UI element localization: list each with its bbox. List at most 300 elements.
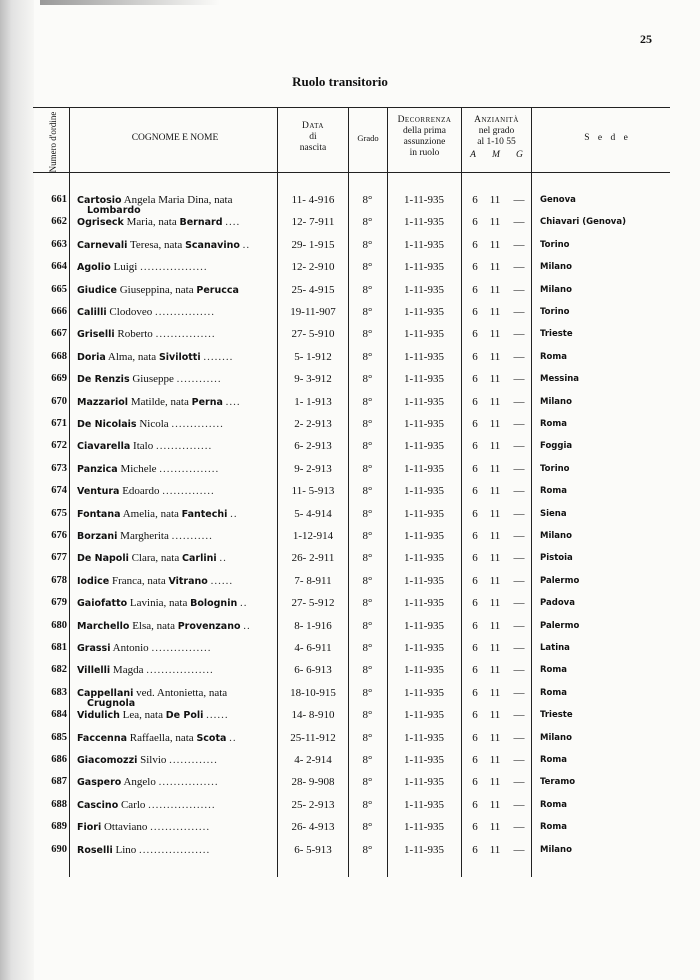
row-name: [77, 709, 272, 721]
grade: 8°: [362, 373, 373, 386]
seniority-years: 6: [472, 373, 478, 386]
header-anzianita: Anzianità nel grado al 1-10 55 A M G: [462, 115, 531, 161]
seniority-years: 6: [472, 216, 478, 229]
seniority-years: 6: [472, 283, 478, 296]
table-row: [0, 548, 700, 570]
given-name: Margherita: [120, 530, 169, 542]
seniority-years: 6: [472, 821, 478, 834]
given-name: Alma, nata: [107, 350, 157, 363]
given-name: Elsa, nata: [132, 619, 175, 632]
seniority-days: —: [513, 216, 525, 229]
surname: Fiori: [77, 822, 102, 834]
seniority-months: 11: [489, 283, 501, 296]
table-row: [0, 750, 700, 772]
table-row: [0, 302, 700, 324]
office-location: Roma: [540, 351, 567, 362]
seniority-days: —: [513, 776, 525, 789]
office-location: Messina: [540, 374, 580, 385]
office-location: Torino: [540, 463, 570, 474]
seniority-years: 6: [472, 530, 478, 542]
grade: 8°: [362, 238, 373, 251]
birth-date: 1- 1-913: [294, 395, 332, 408]
table-row: [0, 795, 700, 817]
decorrenza-date: 1-11-935: [404, 306, 444, 318]
seniority-months: 11: [489, 462, 501, 475]
leader-dots: ...............: [155, 440, 213, 453]
seniority-months: 11: [489, 574, 501, 587]
birth-date: 14- 8-910: [291, 709, 335, 722]
given-name: Ottaviano: [103, 821, 148, 834]
decorrenza-date: 1-11-935: [404, 440, 444, 453]
seniority-days: —: [513, 686, 525, 699]
seniority-days: —: [513, 462, 525, 475]
office-location: Torino: [540, 239, 570, 250]
office-location: Roma: [540, 665, 567, 676]
surname: Gaspero: [77, 777, 122, 789]
decorrenza-date: 1-11-935: [404, 485, 444, 498]
decorrenza-date: 1-11-935: [404, 754, 444, 766]
birth-date: 28- 9-908: [291, 776, 335, 789]
decorrenza-date: 1-11-935: [404, 283, 444, 296]
leader-dots: ...........: [171, 530, 213, 542]
row-number: 667: [51, 328, 67, 340]
office-location: Teramo: [540, 777, 576, 788]
surname: Ciavarella: [77, 441, 131, 453]
leader-dots: ......: [210, 574, 234, 587]
table-row: [0, 817, 700, 839]
table-row: [0, 324, 700, 346]
row-name: [77, 776, 272, 788]
row-number: 674: [51, 485, 67, 497]
decorrenza-date: 1-11-935: [404, 709, 444, 722]
leader-dots: ..: [242, 238, 251, 251]
seniority-days: —: [513, 194, 525, 206]
birth-date: 4- 6-911: [294, 642, 332, 654]
seniority-days: —: [513, 642, 525, 654]
seniority-years: 6: [472, 462, 478, 475]
decorrenza-date: 1-11-935: [404, 597, 444, 610]
seniority-days: —: [513, 821, 525, 834]
seniority-months: 11: [489, 843, 501, 856]
grade: 8°: [362, 261, 373, 274]
office-location: Roma: [540, 822, 567, 833]
row-number: 687: [51, 776, 67, 788]
maiden-name: De Poli: [165, 710, 204, 722]
decorrenza-date: 1-11-935: [404, 261, 444, 274]
birth-date: 26- 2-911: [291, 552, 335, 565]
seniority-years: 6: [472, 597, 478, 610]
grade: 8°: [362, 194, 373, 206]
seniority-days: —: [513, 709, 525, 722]
given-name: Michele: [120, 462, 157, 475]
decorrenza-date: 1-11-935: [404, 619, 444, 632]
leader-dots: ............: [176, 373, 222, 386]
surname: Calilli: [77, 307, 107, 318]
office-location: Milano: [540, 844, 572, 855]
seniority-years: 6: [472, 194, 478, 206]
header-anzianita-amg: A M G: [470, 150, 523, 160]
row-number: 677: [51, 552, 67, 564]
grade: 8°: [362, 843, 373, 856]
row-name: [77, 754, 272, 766]
leader-dots: ....: [225, 216, 241, 229]
office-location: Latina: [540, 643, 570, 653]
table-row: [0, 728, 700, 750]
row-name: [77, 664, 272, 676]
office-location: Roma: [540, 755, 567, 765]
seniority-days: —: [513, 530, 525, 542]
surname: Agolio: [77, 262, 111, 274]
row-name: [77, 284, 272, 296]
grade: 8°: [362, 552, 373, 565]
table-top-rule: [33, 107, 670, 108]
surname: Giacomozzi: [77, 755, 138, 766]
seniority-days: —: [513, 552, 525, 565]
row-number: 673: [51, 462, 67, 474]
birth-date: 7- 8-911: [294, 574, 332, 587]
table-row: [0, 280, 700, 302]
row-number: 661: [51, 194, 67, 205]
leader-dots: ................: [155, 328, 216, 341]
surname: Villelli: [77, 665, 111, 677]
birth-date: 4- 2-914: [294, 754, 332, 766]
seniority-days: —: [513, 619, 525, 632]
seniority-years: 6: [472, 776, 478, 789]
office-location: Pistoia: [540, 553, 573, 564]
surname: Borzani: [77, 531, 118, 542]
given-name: Antonio: [112, 642, 149, 654]
leader-dots: ..............: [171, 418, 224, 430]
table-row: [0, 526, 700, 548]
seniority-months: 11: [489, 350, 501, 363]
table-row: [0, 190, 700, 216]
surname: Mazzariol: [77, 396, 129, 408]
row-name: [77, 597, 272, 609]
table-row: [0, 414, 700, 436]
leader-dots: ................: [154, 306, 215, 318]
given-name: Amelia, nata: [122, 507, 179, 520]
seniority-months: 11: [489, 552, 501, 565]
decorrenza-date: 1-11-935: [404, 552, 444, 565]
surname: Panzica: [77, 463, 118, 475]
office-location: Siena: [540, 508, 567, 519]
grade: 8°: [362, 283, 373, 296]
table-row: [0, 369, 700, 391]
seniority-years: 6: [472, 306, 478, 318]
row-number: 672: [51, 440, 67, 452]
surname: Fontana: [77, 508, 121, 520]
row-number: 680: [51, 619, 67, 631]
row-number: 683: [51, 686, 67, 698]
given-name: Franca, nata: [111, 574, 166, 587]
given-name: Roberto: [117, 328, 153, 341]
seniority-months: 11: [489, 798, 501, 811]
seniority-days: —: [513, 283, 525, 296]
table-row: [0, 459, 700, 481]
row-name: [77, 485, 272, 497]
surname: Doria: [77, 351, 106, 363]
table-row: [0, 638, 700, 660]
row-name: [77, 463, 272, 475]
given-name: Matilde, nata: [130, 395, 189, 408]
row-number: 688: [51, 798, 67, 810]
seniority-months: 11: [489, 821, 501, 834]
seniority-days: —: [513, 574, 525, 587]
seniority-months: 11: [489, 485, 501, 498]
seniority-years: 6: [472, 350, 478, 363]
given-name: Lea, nata: [122, 709, 163, 722]
given-name: Lino: [115, 843, 137, 856]
given-name: Angelo: [123, 776, 156, 789]
seniority-days: —: [513, 754, 525, 766]
office-location: Roma: [540, 799, 567, 810]
seniority-years: 6: [472, 619, 478, 632]
table-row: [0, 235, 700, 257]
surname: De Napoli: [77, 553, 129, 565]
decorrenza-date: 1-11-935: [404, 328, 444, 341]
row-number: 682: [51, 664, 67, 676]
maiden-name: Carlini: [182, 553, 217, 565]
decorrenza-date: 1-11-935: [404, 664, 444, 677]
row-number: 665: [51, 283, 67, 295]
seniority-days: —: [513, 261, 525, 274]
header-decorrenza: Decorrenza della prima assunzione in ruolo: [397, 115, 452, 158]
seniority-years: 6: [472, 328, 478, 341]
birth-date: 6- 2-913: [294, 440, 332, 453]
leader-dots: ................: [150, 821, 211, 834]
seniority-years: 6: [472, 686, 478, 699]
decorrenza-date: 1-11-935: [404, 350, 444, 363]
grade: 8°: [362, 686, 373, 699]
seniority-months: 11: [489, 709, 501, 722]
given-name: Raffaella, nata: [129, 731, 194, 744]
row-name: [77, 261, 272, 273]
row-number: 664: [51, 261, 67, 273]
birth-date: 5- 1-912: [294, 350, 332, 363]
seniority-months: 11: [489, 686, 501, 699]
row-number: 662: [51, 216, 67, 228]
header-data-nascita: Data di nascita: [299, 121, 327, 153]
office-location: Milano: [540, 284, 572, 295]
decorrenza-date: 1-11-935: [404, 238, 444, 251]
row-number: 663: [51, 238, 67, 250]
decorrenza-date: 1-11-935: [404, 642, 444, 654]
seniority-months: 11: [489, 530, 501, 542]
header-numero-ordine: Numero d'ordine: [48, 111, 58, 173]
surname: Giudice: [77, 284, 117, 296]
birth-date: 8- 1-916: [294, 619, 332, 632]
given-name: Silvio: [140, 754, 167, 766]
seniority-days: —: [513, 731, 525, 744]
header-bottom-rule: [33, 172, 670, 173]
seniority-days: —: [513, 843, 525, 856]
leader-dots: ........: [203, 350, 234, 363]
birth-date: 9- 2-913: [294, 462, 332, 475]
office-location: Roma: [540, 486, 567, 497]
seniority-days: —: [513, 328, 525, 341]
grade: 8°: [362, 328, 373, 341]
seniority-months: 11: [489, 642, 501, 654]
surname: Roselli: [77, 844, 113, 856]
seniority-years: 6: [472, 440, 478, 453]
birth-date: 5- 4-914: [294, 507, 332, 520]
decorrenza-date: 1-11-935: [404, 574, 444, 587]
row-name: [77, 620, 272, 632]
grade: 8°: [362, 664, 373, 677]
seniority-months: 11: [489, 418, 501, 430]
surname: De Renzis: [77, 374, 130, 386]
leader-dots: ................: [158, 776, 219, 789]
row-number: 689: [51, 821, 67, 833]
row-number: 668: [51, 350, 67, 362]
grade: 8°: [362, 776, 373, 789]
row-name: [77, 418, 272, 430]
leader-dots: ..................: [148, 798, 216, 811]
given-name: Angela Maria Dina, nata: [123, 194, 233, 206]
birth-date: 29- 1-915: [291, 238, 335, 251]
row-name: [77, 732, 272, 744]
grade: 8°: [362, 619, 373, 632]
leader-dots: ..: [243, 619, 251, 632]
table-row: [0, 660, 700, 682]
office-location: Padova: [540, 598, 575, 609]
table-row: [0, 683, 700, 709]
name-continuation: Crugnola: [87, 697, 136, 709]
row-name: [77, 328, 272, 340]
seniority-months: 11: [489, 328, 501, 341]
leader-dots: ..................: [146, 664, 214, 677]
row-number: 679: [51, 597, 67, 609]
birth-date: 27- 5-912: [291, 597, 335, 610]
surname: Ventura: [77, 486, 120, 498]
decorrenza-date: 1-11-935: [404, 194, 444, 206]
row-number: 669: [51, 373, 67, 385]
grade: 8°: [362, 530, 373, 542]
birth-date: 25- 4-915: [291, 283, 335, 296]
maiden-name: Scanavino: [185, 239, 240, 251]
seniority-days: —: [513, 507, 525, 520]
seniority-years: 6: [472, 574, 478, 587]
leader-dots: ...................: [139, 843, 211, 856]
birth-date: 1-12-914: [292, 530, 334, 542]
row-name: [77, 530, 272, 542]
office-location: Milano: [540, 531, 572, 541]
surname: Marchello: [77, 620, 130, 632]
leader-dots: ..............: [162, 485, 215, 498]
row-name: [77, 642, 272, 654]
surname: Gaiofatto: [77, 598, 128, 610]
maiden-name: Perna: [191, 396, 223, 408]
row-name: [77, 821, 272, 833]
table-row: [0, 705, 700, 727]
given-name: Clodoveo: [109, 306, 153, 318]
row-number: 675: [51, 507, 67, 519]
birth-date: 25-11-912: [290, 731, 336, 744]
table-row: [0, 504, 700, 526]
row-number: 684: [51, 709, 67, 721]
leader-dots: ................: [159, 462, 220, 475]
decorrenza-date: 1-11-935: [404, 462, 444, 475]
birth-date: 11- 4-916: [291, 194, 335, 206]
surname: Cascino: [77, 799, 119, 811]
office-location: Foggia: [540, 441, 573, 452]
seniority-months: 11: [489, 216, 501, 229]
row-name: [77, 351, 272, 363]
office-location: Palermo: [540, 575, 580, 586]
leader-dots: .............: [169, 754, 218, 766]
leader-dots: ..: [230, 507, 238, 520]
birth-date: 12- 7-911: [291, 216, 335, 229]
decorrenza-date: 1-11-935: [404, 418, 444, 430]
seniority-months: 11: [489, 395, 501, 408]
seniority-years: 6: [472, 395, 478, 408]
scan-smudge: [40, 0, 220, 5]
office-location: Torino: [540, 307, 570, 317]
maiden-name: Sivilotti: [158, 351, 201, 363]
table-row: [0, 257, 700, 279]
leader-dots: ......: [206, 709, 229, 722]
header-cognome-nome: COGNOME E NOME: [131, 133, 219, 143]
table-row: [0, 840, 700, 862]
birth-date: 26- 4-913: [291, 821, 335, 834]
surname: De Nicolais: [77, 419, 137, 430]
decorrenza-date: 1-11-935: [404, 395, 444, 408]
surname: Grassi: [77, 643, 111, 654]
seniority-months: 11: [489, 306, 501, 318]
seniority-months: 11: [489, 507, 501, 520]
seniority-days: —: [513, 440, 525, 453]
surname: Ogriseck: [77, 217, 124, 229]
office-location: Trieste: [540, 329, 573, 340]
grade: 8°: [362, 574, 373, 587]
maiden-name: Bernard: [179, 217, 223, 229]
surname: Vidulich: [77, 710, 120, 722]
decorrenza-date: 1-11-935: [404, 798, 444, 811]
office-location: Palermo: [540, 620, 580, 631]
seniority-months: 11: [489, 664, 501, 677]
office-location: Genova: [540, 195, 576, 205]
given-name: Nicola: [139, 418, 169, 430]
given-name: Edoardo: [122, 485, 160, 498]
row-name: [77, 239, 272, 251]
seniority-years: 6: [472, 238, 478, 251]
seniority-days: —: [513, 373, 525, 386]
table-row: [0, 212, 700, 234]
birth-date: 6- 6-913: [294, 664, 332, 677]
row-number: 666: [51, 306, 67, 317]
table-row: [0, 481, 700, 503]
row-name: [77, 575, 272, 587]
leader-dots: ..................: [140, 261, 208, 274]
seniority-days: —: [513, 798, 525, 811]
given-name: ved. Antonietta, nata: [136, 686, 228, 699]
table-row: [0, 571, 700, 593]
office-location: Trieste: [540, 710, 573, 721]
surname: Faccenna: [77, 732, 127, 744]
seniority-months: 11: [489, 597, 501, 610]
surname: Carnevali: [77, 239, 128, 251]
given-name: Italo: [133, 440, 154, 453]
birth-date: 9- 3-912: [294, 373, 332, 386]
seniority-months: 11: [489, 776, 501, 789]
row-name: [77, 440, 272, 452]
given-name: Giuseppe: [132, 373, 174, 386]
table-row: [0, 436, 700, 458]
seniority-months: 11: [489, 440, 501, 453]
seniority-months: 11: [489, 238, 501, 251]
office-location: Milano: [540, 262, 572, 273]
seniority-months: 11: [489, 754, 501, 766]
